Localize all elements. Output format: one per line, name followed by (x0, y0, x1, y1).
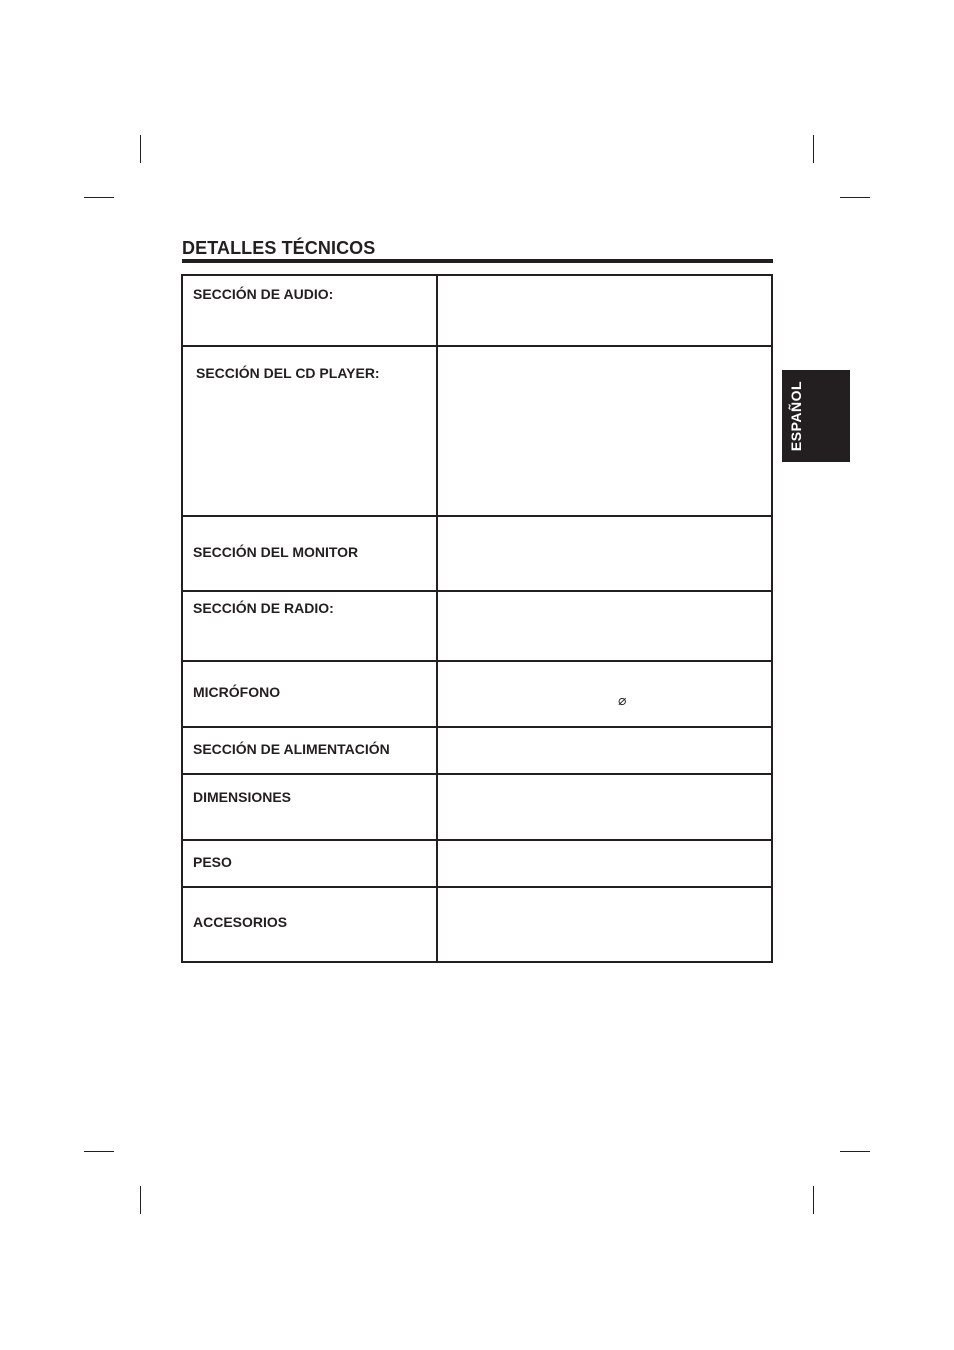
table-row (182, 887, 772, 962)
spec-table (181, 274, 773, 963)
spec-value-cell (437, 727, 772, 774)
spec-label-microphone: MICRÓFONO (193, 684, 281, 700)
spec-label-cell (182, 840, 437, 887)
crop-mark-bottom-left-horizontal (84, 1151, 114, 1152)
spec-value-cell (437, 346, 772, 516)
page-title: DETALLES TÉCNICOS (182, 238, 376, 258)
table-row (182, 275, 772, 346)
diameter-symbol: ⌀ (618, 692, 627, 708)
spec-label-cell (182, 661, 437, 727)
table-row (182, 591, 772, 661)
spec-label-cell (182, 275, 437, 346)
crop-mark-bottom-right-vertical (813, 1186, 814, 1214)
table-row (182, 516, 772, 591)
language-side-tab-label: ESPAÑOL (788, 380, 804, 452)
crop-mark-top-left-horizontal (84, 197, 114, 198)
table-row (182, 840, 772, 887)
spec-label-cell (182, 727, 437, 774)
spec-value-cell (437, 774, 772, 840)
spec-value-cell (437, 516, 772, 591)
spec-value-cell (437, 840, 772, 887)
table-row (182, 727, 772, 774)
spec-value-cell (437, 661, 772, 727)
spec-value-cell (437, 275, 772, 346)
spec-label-cell (182, 887, 437, 962)
language-side-tab (782, 370, 850, 462)
crop-mark-bottom-left-vertical (140, 1186, 141, 1214)
spec-value-cell (437, 591, 772, 661)
spec-label-monitor: SECCIÓN DEL MONITOR (193, 544, 359, 560)
title-rule (182, 259, 773, 263)
spec-label-cell (182, 516, 437, 591)
spec-value-cell (437, 887, 772, 962)
crop-mark-top-right-horizontal (840, 197, 870, 198)
crop-mark-top-left-vertical (140, 135, 141, 163)
spec-label-audio: SECCIÓN DE AUDIO: (193, 286, 334, 302)
spec-label-weight: PESO (193, 854, 232, 870)
spec-label-power: SECCIÓN DE ALIMENTACIÓN (193, 741, 390, 757)
spec-label-accessories: ACCESORIOS (193, 914, 288, 930)
spec-label-cell (182, 346, 437, 516)
spec-label-cell (182, 591, 437, 661)
spec-label-cell (182, 774, 437, 840)
crop-mark-top-right-vertical (813, 135, 814, 163)
table-row (182, 774, 772, 840)
crop-mark-bottom-right-horizontal (840, 1151, 870, 1152)
spec-label-dimensions: DIMENSIONES (193, 789, 292, 805)
table-row (182, 661, 772, 727)
spec-label-cd-player: SECCIÓN DEL CD PLAYER: (196, 365, 380, 381)
table-row (182, 346, 772, 516)
spec-label-radio: SECCIÓN DE RADIO: (193, 600, 334, 616)
